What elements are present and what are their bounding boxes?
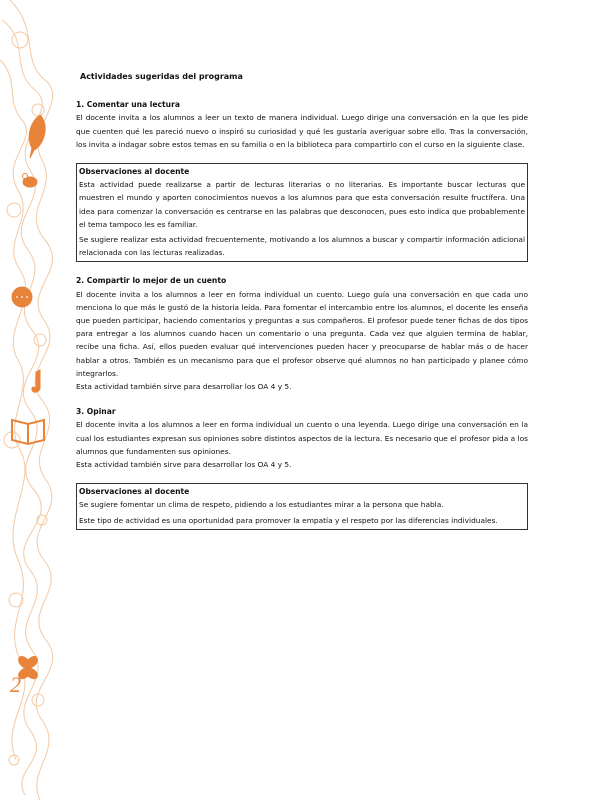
observations-paragraph: Este tipo de actividad es una oportunidad para promover la empatía y el respeto por las diferencias individuales. <box>79 515 498 525</box>
page-title: Actividades sugeridas del programa <box>80 72 243 81</box>
activity-title: 3. Opinar <box>76 407 116 417</box>
feather-icon <box>29 115 45 158</box>
open-book-icon <box>12 420 44 444</box>
activity-note: Esta actividad también sirve para desarrollar los OA 4 y 5. <box>76 460 292 470</box>
speech-bubble-icon <box>12 287 32 307</box>
observations-paragraph: Se sugiere fomentar un clima de respeto, pidiendo a los estudiantes mirar a la persona que habla. <box>79 500 444 510</box>
activity-note: Esta actividad también sirve para desarrollar los OA 4 y 5. <box>76 382 292 392</box>
ladybug-icon <box>23 174 38 188</box>
activity-paragraph: El docente invita a los alumnos a leer en forma individual un cuento. Luego guía una conversación en que cada uno menciona lo que más le gustó de la historia leída. Para fomentar el intercambio entre los alumnos, el docente les enseña que pueden participar, haciendo comentarios y preguntas a sus compañeros. El profesor puede tener fichas de dos tipos para entregar a los alumnos cuando hacen un comentario o una pregunta. Cada vez que alguien termina de hablar, recibe una ficha. Así, ellos pueden evaluar qué intervenciones pueden hacer y preocuparse de hablar más o de hacer hablar a otros. También es un mecanismo para que el profesor observe qué alumnos no han participado y planee cómo integrarlos. <box>76 289 528 378</box>
observations-title: Observaciones al docente <box>79 487 190 497</box>
activity-title: 1. Comentar una lectura <box>76 100 180 110</box>
activity-title: 2. Compartir lo mejor de un cuento <box>76 276 227 286</box>
observations-paragraph: Se sugiere realizar esta actividad frecuentemente, motivando a los alumnos a buscar y compartir información adicional relacionada con las lecturas realizadas. <box>79 235 525 258</box>
butterfly-icon <box>19 656 38 678</box>
activity-1 <box>76 98 528 151</box>
teacher-observations-box <box>76 483 528 530</box>
activity-paragraph: El docente invita a los alumnos a leer en forma individual un cuento o una leyenda. Luego dirige una conversación en la cual los estudiantes expresan sus opiniones sobre distintos aspectos de la lectura. Es necesario que el profesor pida a los alumnos que fundamenten sus opiniones. <box>76 420 528 456</box>
observations-paragraph: Esta actividad puede realizarse a partir de lecturas literarias o no literarias. Es importante buscar lecturas que muestren el mundo y aporten conocimientos nuevos a los alumnos para que esta conversación resulte fructífera. Una idea para comenzar la conversación es centrarse en las palabras que desconocen, pues esto indica que probablemente el tema tampoco les es familiar. <box>79 180 525 229</box>
page-content <box>76 70 528 542</box>
teacher-observations-box <box>76 163 528 262</box>
activity-3 <box>76 405 528 471</box>
activity-paragraph: El docente invita a los alumnos a leer un texto de manera individual. Luego dirige una conversación en la que les pide que cuenten qué les pareció nuevo o inspiró su curiosidad y qué les gustaría averiguar sobre ello. Tras la conversación, los invita a indagar sobre estos temas en su familia o en la biblioteca para compartirlo con el curso en la siguiente clase. <box>76 113 528 149</box>
activity-2 <box>76 274 528 393</box>
observations-title: Observaciones al docente <box>79 167 190 177</box>
music-note-icon <box>32 370 40 392</box>
decorative-sidebar <box>0 0 62 800</box>
page-number: 2 <box>10 672 21 697</box>
